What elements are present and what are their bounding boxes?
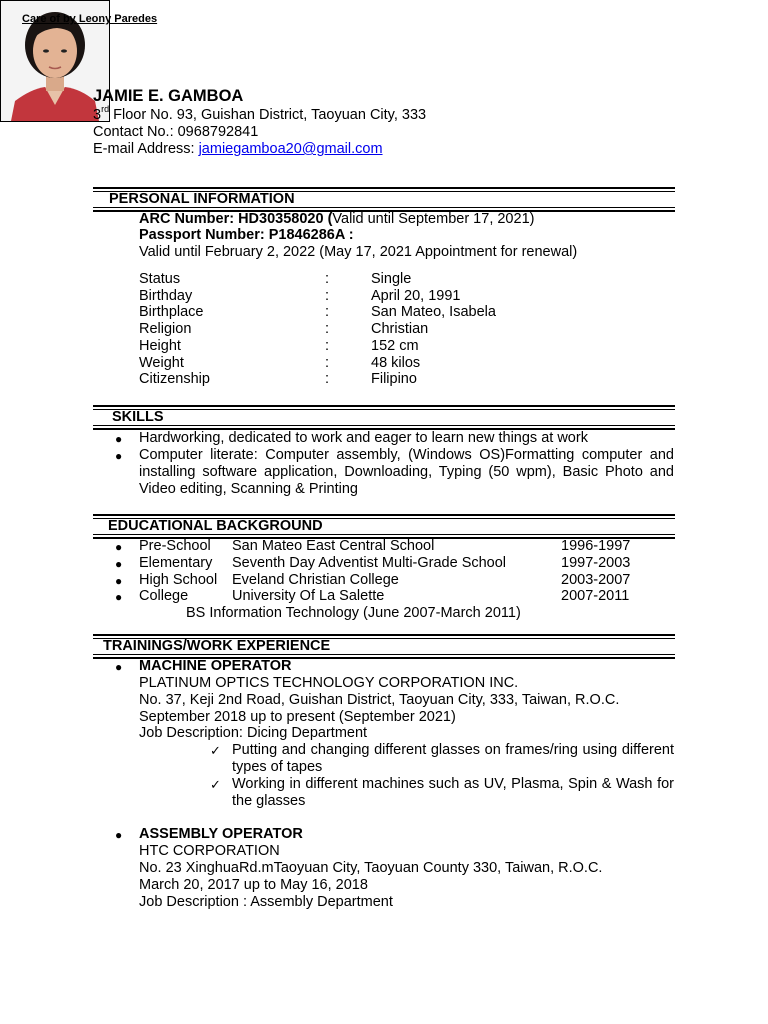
job-duty: Putting and changing different glasses on frames/ring using different types of tapes: [232, 742, 674, 775]
degree-line: BS Information Technology (June 2007-March 2011): [186, 605, 521, 621]
passport-validity: Valid until February 2, 2022 (May 17, 2021 Appointment for renewal): [139, 244, 578, 260]
bullet-icon: ●: [115, 828, 123, 842]
education-years: 1997-2003: [561, 555, 631, 571]
detail-label: Religion: [139, 321, 192, 337]
skills-section-header: [93, 405, 675, 425]
education-years: 1996-1997: [561, 538, 631, 554]
work-heading: TRAININGS/WORK EXPERIENCE: [103, 638, 331, 654]
detail-separator: :: [325, 321, 330, 337]
detail-separator: :: [325, 271, 330, 287]
detail-separator: :: [325, 371, 330, 387]
education-level: College: [139, 588, 189, 604]
education-school: University Of La Salette: [232, 588, 385, 604]
detail-value: 152 cm: [371, 338, 419, 354]
job-description: Job Description : Assembly Department: [139, 894, 393, 910]
education-school: San Mateo East Central School: [232, 538, 435, 554]
skill-item: Computer literate: Computer assembly, (Windows OS)Formatting computer and installing software application, Downloading, Typing (50 wpm), Basic Photo and Video editing, Scanning & Printing: [139, 447, 674, 497]
job-period: September 2018 up to present (September 2021): [139, 709, 456, 725]
passport-number: Passport Number: P1846286A :: [139, 227, 354, 243]
bullet-icon: ●: [115, 540, 123, 554]
job-address: No. 23 XinghuaRd.mTaoyuan City, Taoyuan County 330, Taiwan, R.O.C.: [139, 860, 603, 876]
bullet-icon: ●: [115, 557, 123, 571]
education-level: Elementary: [139, 555, 213, 571]
job-company: PLATINUM OPTICS TECHNOLOGY CORPORATION INC.: [139, 675, 519, 691]
detail-value: Single: [371, 271, 412, 287]
bullet-icon: ●: [115, 574, 123, 588]
education-school: Eveland Christian College: [232, 572, 399, 588]
education-level: High School: [139, 572, 218, 588]
detail-label: Weight: [139, 355, 184, 371]
email-line: E-mail Address: jamiegamboa20@gmail.com: [93, 141, 383, 157]
checkmark-icon: ✓: [210, 777, 221, 792]
personal-info-section-header: [93, 187, 675, 207]
detail-label: Citizenship: [139, 371, 210, 387]
detail-label: Birthplace: [139, 304, 204, 320]
work-section-header: [93, 634, 675, 654]
contact-number: Contact No.: 0968792841: [93, 124, 259, 140]
education-years: 2007-2011: [561, 588, 630, 604]
detail-label: Birthday: [139, 288, 193, 304]
detail-separator: :: [325, 288, 330, 304]
applicant-name: JAMIE E. GAMBOA: [93, 87, 244, 105]
personal-info-heading: PERSONAL INFORMATION: [109, 191, 295, 207]
detail-value: San Mateo, Isabela: [371, 304, 496, 320]
arc-number: ARC Number: HD30358020 (Valid until September 17, 2021): [139, 211, 535, 227]
detail-label: Height: [139, 338, 181, 354]
bullet-icon: ●: [115, 660, 123, 674]
job-duty: Working in different machines such as UV, Plasma, Spin & Wash for the glasses: [232, 776, 674, 809]
bullet-icon: ●: [115, 590, 123, 604]
skills-heading: SKILLS: [112, 409, 164, 425]
job-company: HTC CORPORATION: [139, 843, 280, 859]
bullet-icon: ●: [115, 449, 123, 463]
education-years: 2003-2007: [561, 572, 631, 588]
education-heading: EDUCATIONAL BACKGROUND: [108, 518, 323, 534]
detail-value: Christian: [371, 321, 429, 337]
address-line: 3rd Floor No. 93, Guishan District, Taoyuan City, 333: [93, 104, 427, 123]
email-link[interactable]: jamiegamboa20@gmail.com: [198, 141, 383, 157]
detail-label: Status: [139, 271, 181, 287]
job-description: Job Description: Dicing Department: [139, 725, 368, 741]
detail-separator: :: [325, 355, 330, 371]
education-school: Seventh Day Adventist Multi-Grade School: [232, 555, 507, 571]
bullet-icon: ●: [115, 432, 123, 446]
detail-separator: :: [325, 338, 330, 354]
job-address: No. 37, Keji 2nd Road, Guishan District, Taoyuan City, 333, Taiwan, R.O.C.: [139, 692, 620, 708]
job-period: March 20, 2017 up to May 16, 2018: [139, 877, 368, 893]
education-level: Pre-School: [139, 538, 211, 554]
job-title: ASSEMBLY OPERATOR: [139, 826, 303, 842]
education-section-header: [93, 514, 675, 534]
detail-separator: :: [325, 304, 330, 320]
care-of-note: Care of by Leony Paredes: [22, 13, 158, 25]
job-title: MACHINE OPERATOR: [139, 658, 292, 674]
detail-value: 48 kilos: [371, 355, 421, 371]
checkmark-icon: ✓: [210, 743, 221, 758]
skill-item: Hardworking, dedicated to work and eager to learn new things at work: [139, 430, 588, 446]
detail-value: April 20, 1991: [371, 288, 461, 304]
detail-value: Filipino: [371, 371, 417, 387]
